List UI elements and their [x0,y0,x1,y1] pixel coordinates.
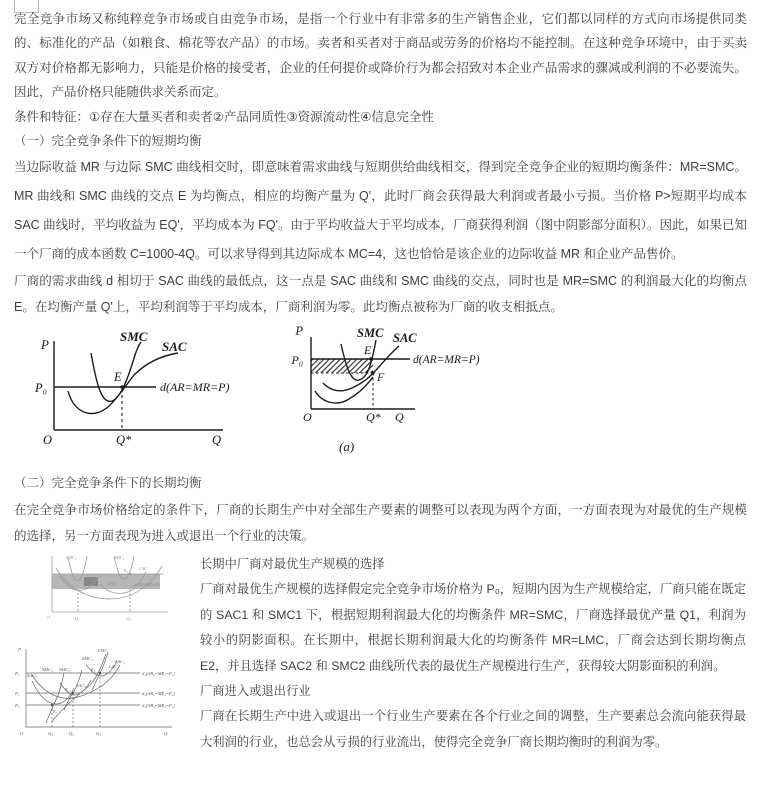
p-axis-label: P [295,325,303,338]
paragraph-intro: 完全竞争市场又称纯粹竞争市场或自由竞争市场，是指一个行业中有非常多的生产销售企业，它们都以同样的方式向市场提供同类的、标准化的产品（如粮食、棉花等农产品）的市场。卖者和买者对于商品或劳务的价格均不能控制。在这种竞争环境中，由于买卖双方对价格都无影响力，只能是价格的接受者，企业的任何提价或降价行为都会招致对本企业产品需求的骤减或利润的不必要流失。因此，产品价格只能随供求关系而定。 [14,12,747,100]
q3-label: Q₃ [48,731,53,736]
q1-label: Q₁ [96,731,101,736]
paragraph-scale-choice: 厂商对最优生产规模的选择假定完全竞争市场价格为 P₀，短期内因为生产规模给定，厂商只能在既定的 SAC1 和 SMC1 下，根据短期利润最大化的均衡条件 MR=SMC，厂商选择最优产量 Q1，利润为较小的阴影面积。在长期中，根据长期利润最大化的均衡条件 MR=LMC，厂商会达到长期均衡点 E2，并且选择 SAC2 和 SMC2 曲线所代表的最优生产规模进行生产，获得较大阴影面积的利润。 [200,582,746,673]
smc1-label: SMC₁ [82,656,93,661]
e1-label: E₁ [91,667,96,672]
p0-label: P₀ [291,353,303,367]
e-label: E [364,343,372,357]
q1-label: Q₁ [75,616,80,621]
qstar-label: Q* [366,410,381,424]
paragraph-short-run: 当边际收益 MR 与边际 SMC 曲线相交时，即意味着需求曲线与短期供给曲线相交，得到完全竞争企业的短期均衡条件：MR=SMC。MR 曲线和 SMC 曲线的交点 E 为均衡点，相应的均衡产量为 Q'，此时厂商会获得最大利润或者最小亏损。当价格 P>短期平均成本 SAC 曲线时，平均收益为 EQ'，平均成本为 FQ'。由于平均收益大于平均成本，厂商获得利润（图中阴影部分面积）。因此，如果已知一个厂商的成本函数 C=1000-4Q。可以求导得到其边际成本 MC=4，这也恰恰是该企业的边际收益 MR 和企业产品售价。 [14,160,747,262]
origin-label: O [20,731,24,736]
lac-label: LAC [139,566,147,571]
figure-scale-choice [32,552,177,632]
profit-shaded-area [311,359,373,373]
q2-label: Q₂ [69,731,74,736]
e2-label: E₂ [65,687,70,692]
q-axis-label: Q [395,410,404,424]
demand-label: d(AR=MR=P) [413,354,480,366]
e1-point [99,672,101,674]
demand-label: d(AR=MR=P) [160,380,230,394]
sac1-label: SAC₁ [115,659,125,664]
e3-label: E₃ [53,709,58,714]
d1-label: d₁(AR₁=MR₁=P₁) [142,671,175,676]
section-long-run [14,470,747,550]
scale-choice-diagram [32,552,177,627]
e2-label: E₂ [124,568,129,573]
small-profit-box [84,577,98,586]
equilibrium-point [369,357,372,360]
paragraph-conditions: 条件和特征：①存在大量买者和卖者②产品同质性③资源流动性④信息完全性 [14,109,434,124]
smc3-label: SMC₃ [42,667,53,672]
smc-label: SMC [120,329,148,344]
equilibrium-point [120,385,124,389]
subheading-scale-choice: 长期中厂商对最优生产规模的选择 [200,557,385,571]
q-axis-label: Q [164,731,168,736]
smc2-label: SMC₂ [59,667,70,672]
short-run-profit-diagram [281,325,511,465]
sac-label: SAC [393,331,417,345]
document-body [14,7,747,320]
smc2-label: SMC₂ [114,555,125,560]
entry-exit-diagram [12,643,194,748]
sac-label: SAC [162,339,187,354]
origin-label: O [43,433,53,447]
qstar-label: Q* [116,433,132,447]
q2-label: Q₂ [127,616,132,621]
short-run-diagram [28,327,263,452]
f-label: F [377,370,385,384]
p-axis-label: P [18,647,21,652]
q-axis-label: Q [212,433,222,447]
sac2-label: SAC₂ [76,683,86,688]
e2-point [129,573,131,575]
demand-label: d(AR=MR=P) [134,582,159,587]
lac-label: LAC [109,664,118,669]
smc-label: SMC [357,326,384,340]
subfigure-caption: (a) [339,439,355,454]
paragraph-entry-exit: 厂商在长期生产中进入或退出一个行业生产要素在各个行业之间的调整，生产要素总会流向能获得最大利润的行业，也总会从亏损的行业流出，使得完全竞争厂商长期均衡时的利润为零。 [200,709,746,749]
p3-label: P₃ [15,703,20,708]
figure-entry-exit [12,643,194,753]
figure-short-run-equilibrium [28,327,263,457]
sac3-label: SAC₃ [27,673,37,678]
figure-short-run-profit [281,325,511,470]
p-axis-label: P [41,337,49,352]
smc1-label: SMC₁ [66,555,77,560]
cost-point [371,371,374,374]
paragraph-breakeven: 厂商的需求曲线 d 相切于 SAC 曲线的最低点，这一点是 SAC 曲线和 SMC 曲线的交点，同时也是 MR=SMC 的利润最大化的均衡点 E。在均衡产量 Q'上，平均利润等于平均成本，厂商利润为零。此均衡点被称为厂商的收支相抵点。 [14,274,747,314]
p2-label: P₂ [15,691,20,696]
paragraph-long-run-intro: 在完全竞争市场价格给定的条件下，厂商的长期生产中对全部生产要素的调整可以表现为两个方面，一方面表现为对最优的生产规模的选择，另一方面表现为进入或退出一个行业的决策。 [14,502,747,543]
subheading-entry-exit: 厂商进入或退出行业 [200,684,311,699]
e2-point [72,692,74,694]
long-run-text-column [200,552,746,755]
heading-long-run: （二）完全竞争条件下的长期均衡 [14,476,202,490]
e-label: E [114,370,122,384]
d3-label: d₃(AR₃=MR₃=P₃) [142,703,175,708]
origin-label: O [47,615,51,620]
sac2-label: SAC₂ [108,581,118,586]
e3-point [51,704,53,706]
p0-label: P₀ [35,381,47,395]
origin-label: O [303,410,312,424]
d2-label: d₂(AR₂=MR₂=P₂) [142,691,175,696]
heading-short-run: （一）完全竞争条件下的短期均衡 [14,134,202,149]
sac3-curve [32,681,74,704]
lmc-label: LMC [98,648,108,653]
p1-label: P₁ [15,671,20,676]
